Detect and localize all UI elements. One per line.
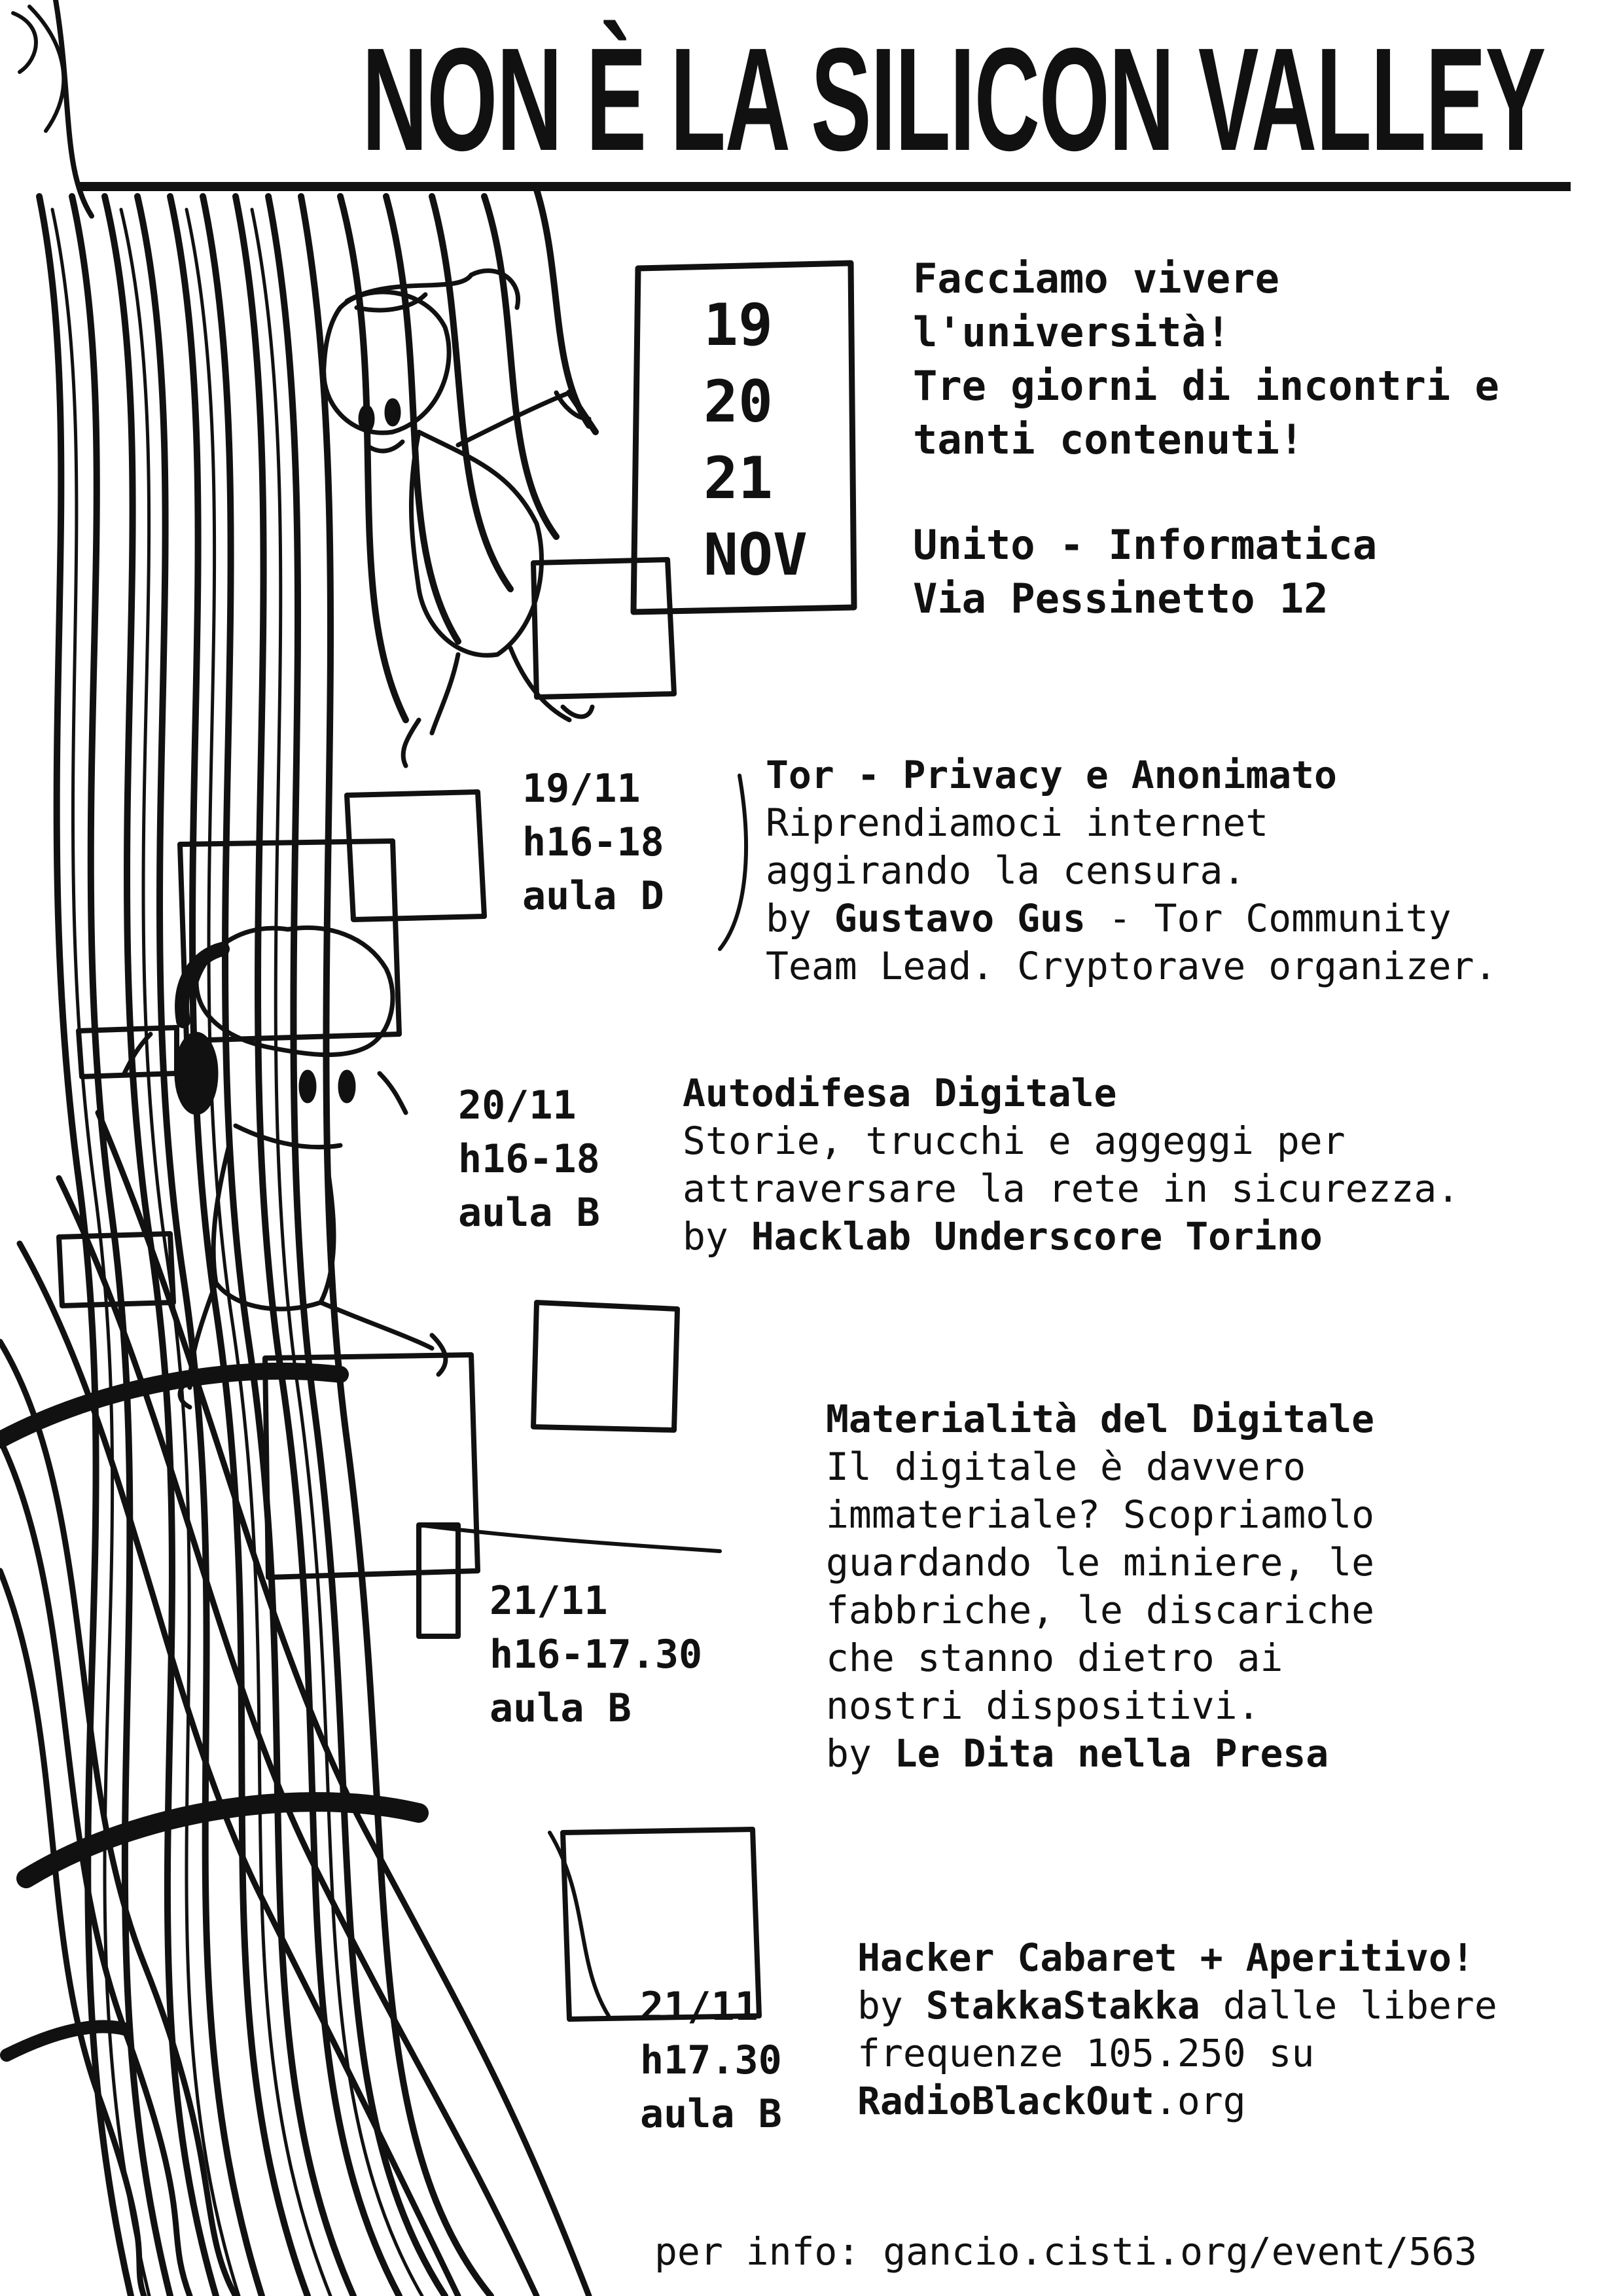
venue <box>913 518 1377 626</box>
event-byline <box>857 1982 1497 2030</box>
event-title: Materialità del Digitale <box>826 1397 1375 1441</box>
by-prefix: by <box>683 1214 751 1259</box>
event-time: h17.30 <box>640 2037 782 2083</box>
event-2-when <box>458 1079 600 1240</box>
poster-title: NON È LA SILICON VALLEY <box>362 18 1546 181</box>
event-room: aula D <box>522 873 664 919</box>
tagline <box>913 252 1499 467</box>
date-day-2: 20 <box>704 368 773 435</box>
event-3-when <box>490 1574 702 1735</box>
tagline-line: l'università! <box>913 308 1231 356</box>
title-underline <box>79 182 1571 191</box>
date-month: NOV <box>704 521 808 588</box>
info-link[interactable]: per info: gancio.cisti.org/event/563 <box>654 2229 1478 2274</box>
radio-line <box>857 2077 1497 2125</box>
event-line: attraversare la rete in sicurezza. <box>683 1166 1460 1211</box>
event-2-details <box>683 1069 1459 1261</box>
by-suffix: dalle libere <box>1200 1983 1497 2028</box>
speaker-name: Hacklab Underscore Torino <box>751 1214 1323 1259</box>
event-room: aula B <box>490 1685 632 1731</box>
event-line: nostri dispositivi. <box>826 1683 1260 1728</box>
date-day-1: 19 <box>704 291 773 359</box>
event-date: 21/11 <box>640 1984 758 2030</box>
event-time: h16-18 <box>522 819 664 865</box>
event-line: che stanno dietro ai <box>826 1636 1283 1680</box>
venue-address: Via Pessinetto 12 <box>913 575 1329 622</box>
venue-name: Unito - Informatica <box>913 521 1378 569</box>
event-date: 21/11 <box>490 1578 608 1624</box>
event-4-details <box>857 1934 1497 2125</box>
event-4-when <box>640 1980 782 2141</box>
event-room: aula B <box>640 2091 782 2137</box>
speaker-name: Gustavo Gus <box>834 896 1086 941</box>
speaker-name: StakkaStakka <box>925 1983 1200 2028</box>
event-1-when <box>522 762 664 923</box>
event-byline <box>826 1730 1374 1778</box>
event-date: 19/11 <box>522 766 641 812</box>
by-prefix: by <box>857 1983 926 2028</box>
event-line: fabbriche, le discariche <box>826 1588 1375 1632</box>
event-time: h16-18 <box>458 1136 600 1182</box>
event-line: Il digitale è davvero <box>826 1444 1306 1489</box>
event-line: aggirando la censura. <box>766 848 1246 893</box>
event-byline <box>683 1213 1459 1261</box>
event-line: guardando le miniere, le <box>826 1540 1375 1585</box>
event-room: aula B <box>458 1190 600 1236</box>
event-title: Autodifesa Digitale <box>683 1071 1117 1115</box>
radio-domain: .org <box>1154 2079 1246 2123</box>
by-prefix: by <box>826 1731 895 1776</box>
tagline-line: tanti contenuti! <box>913 416 1304 463</box>
tagline-line: Tre giorni di incontri e <box>913 362 1499 410</box>
event-3-details <box>826 1395 1374 1778</box>
event-title: Hacker Cabaret + Aperitivo! <box>857 1935 1474 1980</box>
event-line: immateriale? Scopriamolo <box>826 1492 1375 1537</box>
radio-name: RadioBlackOut <box>857 2079 1154 2123</box>
event-line: frequenze 105.250 su <box>857 2031 1315 2075</box>
event-line: Team Lead. Cryptorave organizer. <box>766 944 1497 988</box>
event-date: 20/11 <box>458 1083 577 1128</box>
tagline-line: Facciamo vivere <box>913 255 1279 302</box>
event-title: Tor - Privacy e Anonimato <box>766 753 1337 797</box>
speaker-name: Le Dita nella Presa <box>894 1731 1329 1776</box>
by-suffix: - Tor Community <box>1085 896 1452 941</box>
event-line: Storie, trucchi e aggeggi per <box>683 1119 1346 1163</box>
event-1-details <box>766 751 1497 990</box>
by-prefix: by <box>766 896 834 941</box>
event-byline <box>766 895 1497 942</box>
date-day-3: 21 <box>704 444 773 512</box>
event-time: h16-17.30 <box>490 1632 703 1677</box>
dates-box <box>704 287 808 593</box>
event-line: Riprendiamoci internet <box>766 800 1269 845</box>
